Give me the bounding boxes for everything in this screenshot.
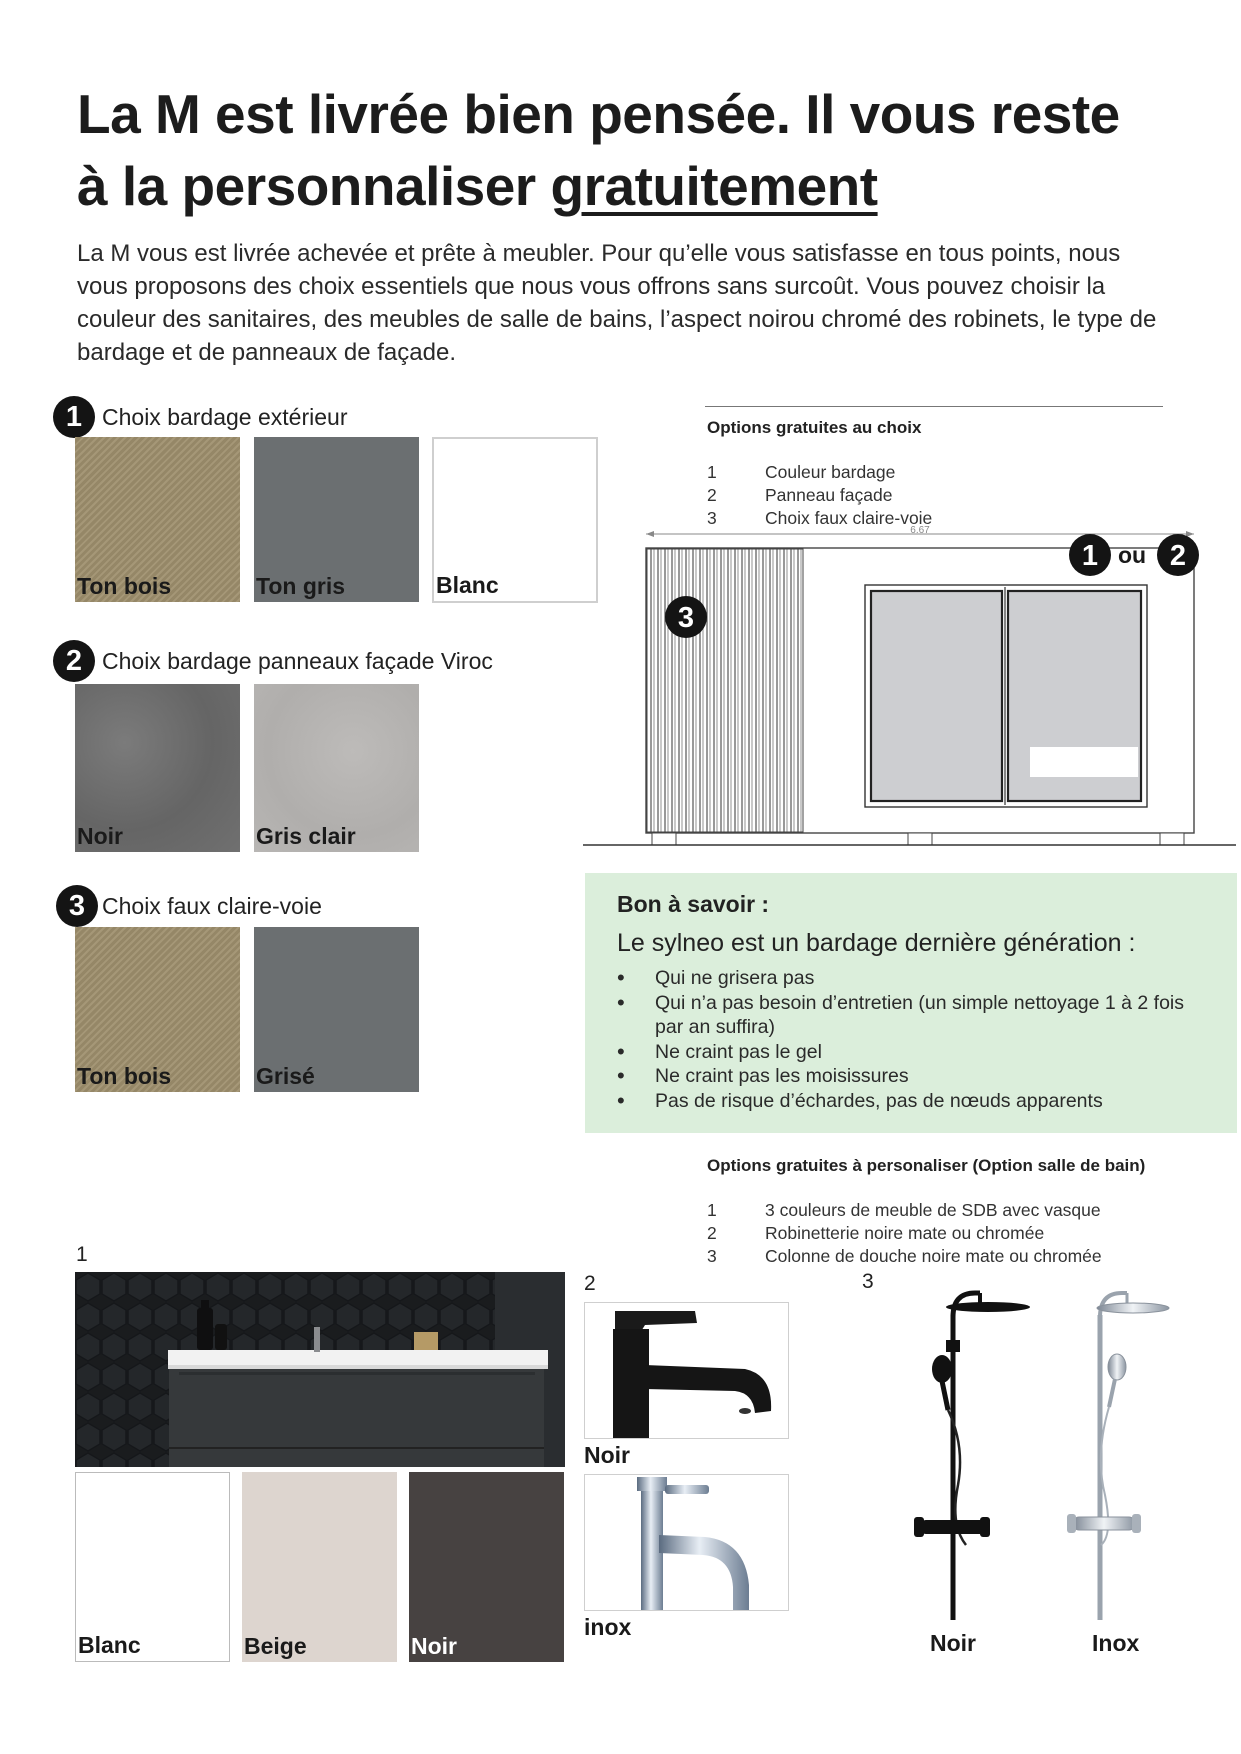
drawing-badge-1: [1069, 534, 1111, 576]
info-box: [585, 873, 1237, 1133]
section-2-title: Choix bardage panneaux façade Viroc: [102, 648, 493, 674]
bathroom-vanity-image: [75, 1272, 565, 1467]
swatch-ton-bois[interactable]: [75, 437, 240, 602]
info-bullet: • Pas de risque d’échardes, pas de nœuds apparents: [617, 1089, 1217, 1114]
swatch-blanc[interactable]: [432, 437, 598, 603]
swatch-label: Ton bois: [77, 1063, 172, 1089]
info-bullet: • Ne craint pas le gel: [617, 1040, 1217, 1065]
drawing-badge-2: [1157, 534, 1199, 576]
info-bullet: • Qui n’a pas besoin d’entretien (un simple nettoyage 1 à 2 fois par an suffira): [617, 991, 1217, 1040]
faucet-black-icon: [585, 1303, 789, 1439]
shower-chrome-icon: [1065, 1285, 1175, 1625]
swatch-label: Blanc: [436, 572, 499, 598]
faucet-number: 2: [584, 1272, 596, 1295]
swatch-noir[interactable]: [75, 684, 240, 852]
title-line-1: La M est livrée bien pensée. Il vous reste: [77, 83, 1120, 145]
info-heading: Bon à savoir :: [617, 891, 770, 917]
faucet-label-noir: Noir: [584, 1442, 630, 1468]
info-bullet: • Qui ne grisera pas: [617, 966, 1217, 991]
swatch-label: Noir: [411, 1633, 457, 1659]
svg-text:3: 3: [677, 602, 695, 634]
swatch-label: Gris clair: [256, 823, 356, 849]
swatch-label: Noir: [77, 823, 123, 849]
svg-text:2: 2: [1169, 540, 1187, 572]
swatch-gris-clair[interactable]: [254, 684, 419, 852]
faucet-black-image[interactable]: [584, 1302, 789, 1439]
vanity-number: 1: [76, 1243, 88, 1266]
section-2-badge: 2: [53, 640, 95, 682]
shower-black-icon: [910, 1285, 1030, 1625]
section-3-title: Choix faux claire-voie: [102, 893, 322, 919]
drawing-badge-3: [665, 596, 707, 638]
svg-text:1: 1: [1081, 540, 1099, 572]
faucet-chrome-image[interactable]: [584, 1474, 789, 1611]
vanity-swatch-beige[interactable]: [242, 1472, 397, 1662]
swatch-claire-voie-grise[interactable]: [254, 927, 419, 1092]
bath-option-3: 3 Colonne de douche noire mate ou chromée: [707, 1246, 1102, 1266]
swatch-label: Beige: [244, 1633, 307, 1659]
shower-label-inox: Inox: [1092, 1630, 1140, 1656]
intro-paragraph: La M vous est livrée achevée et prête à meubler. Pour qu’elle vous satisfasse en tous points, nous vous proposons des choix essentiels que nous vous offrons sans surcoût. Vous pouvez choisir la couleur des sanitaires, des meubles de salle de bains, l’aspect noirou chromé des robinets, le type de bardage et de panneaux de façade.: [77, 240, 1157, 366]
swatch-label: Ton gris: [256, 573, 346, 599]
vanity-swatch-blanc[interactable]: [75, 1472, 230, 1662]
free-option-2: 2 Panneau façade: [707, 485, 893, 505]
divider: [705, 406, 1163, 407]
title-underlined-word: gratuitement: [550, 155, 878, 217]
shower-label-noir: Noir: [930, 1630, 976, 1656]
section-1-title: Choix bardage extérieur: [102, 404, 348, 430]
bath-option-1: 1 3 couleurs de meuble de SDB avec vasque: [707, 1200, 1101, 1220]
title-line-2: à la personnaliser: [77, 155, 551, 217]
swatch-claire-voie-ton-bois[interactable]: [75, 927, 240, 1092]
vanity-swatch-noir[interactable]: [409, 1472, 564, 1662]
faucet-label-inox: inox: [584, 1614, 632, 1640]
dimension-label: 6.67: [910, 525, 930, 536]
free-options-heading: Options gratuites au choix: [707, 418, 922, 437]
bath-options-heading: Options gratuites à personaliser (Option salle de bain): [707, 1156, 1146, 1175]
shower-number: 3: [862, 1270, 874, 1293]
section-3-badge: 3: [56, 885, 98, 927]
section-1-badge: 1: [53, 396, 95, 438]
swatch-label: Ton bois: [77, 573, 172, 599]
faucet-chrome-icon: [585, 1475, 789, 1611]
free-option-3: 3 Choix faux claire-voie: [707, 508, 933, 528]
house-elevation-drawing: [580, 525, 1240, 850]
free-option-1: 1 Couleur bardage: [707, 462, 896, 482]
info-bullet: • Ne craint pas les moisissures: [617, 1064, 1217, 1089]
drawing-or-text: ou: [1117, 542, 1147, 568]
page-title: [77, 78, 1187, 222]
info-subheading: Le sylneo est un bardage dernière génération :: [617, 929, 1136, 957]
swatch-label: Blanc: [78, 1632, 141, 1658]
info-list: [617, 966, 1217, 1113]
swatch-ton-gris[interactable]: [254, 437, 419, 602]
bath-option-2: 2 Robinetterie noire mate ou chromée: [707, 1223, 1045, 1243]
swatch-label: Grisé: [256, 1063, 315, 1089]
